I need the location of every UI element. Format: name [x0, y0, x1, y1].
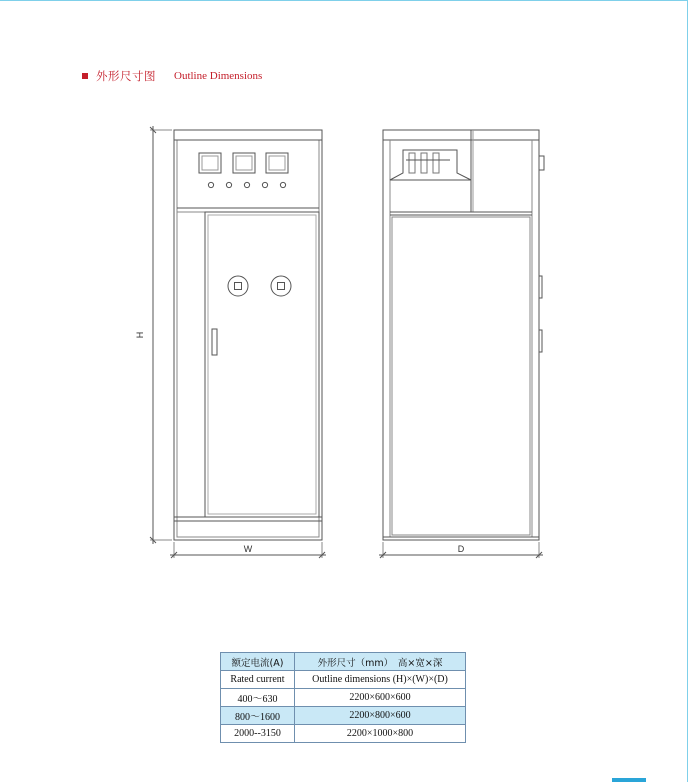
table-header-row — [221, 671, 466, 689]
front-door — [205, 212, 319, 517]
table-row — [221, 725, 466, 743]
heading-title-en: Outline Dimensions — [174, 70, 263, 82]
dimensions-cell: 2200×600×600 — [295, 689, 466, 707]
side-panel — [392, 217, 530, 535]
dimensions-cell: 2200×800×600 — [295, 707, 466, 725]
height-dimension — [150, 126, 172, 544]
height-label: H — [135, 331, 145, 339]
rated-current-cell: 800～1600 — [221, 707, 295, 725]
width-label: W — [243, 544, 253, 554]
front-left-panel — [177, 212, 205, 517]
front-view — [174, 130, 322, 540]
header-dimensions-zh: 外形尺寸（mm） 高×宽×深 — [295, 653, 466, 671]
rotary-switch-icon — [228, 276, 248, 296]
indicator-lamp-icon — [208, 182, 213, 187]
front-cabinet-outline — [174, 130, 322, 540]
table-row — [221, 689, 466, 707]
indicator-lamp-icon — [226, 182, 231, 187]
side-cabinet-outline — [383, 130, 539, 540]
table-header-row — [221, 653, 466, 671]
table-row — [221, 707, 466, 725]
header-rated-current-zh: 额定电流(A) — [221, 653, 295, 671]
dimension-spec-table — [220, 652, 466, 743]
indicator-lamp-icon — [262, 182, 267, 187]
rated-current-cell: 400～630 — [221, 689, 295, 707]
header-dimensions-en: Outline dimensions (H)×(W)×(D) — [295, 671, 466, 689]
door-handle-icon — [212, 329, 217, 355]
indicator-lamp-icon — [280, 182, 285, 187]
busbar-terminal-icon — [390, 150, 471, 180]
side-view — [383, 130, 544, 540]
indicator-lamp-icon — [244, 182, 249, 187]
heading-title-zh: 外形尺寸图 — [96, 69, 156, 83]
header-rated-current-en: Rated current — [221, 671, 295, 689]
page-corner-tab — [612, 778, 646, 782]
front-door-inner — [208, 215, 316, 514]
front-inner-frame — [177, 140, 319, 537]
rated-current-cell: 2000--3150 — [221, 725, 295, 743]
rotary-switch-icon — [271, 276, 291, 296]
dimensions-cell: 2200×1000×800 — [295, 725, 466, 743]
depth-label: D — [457, 544, 465, 554]
